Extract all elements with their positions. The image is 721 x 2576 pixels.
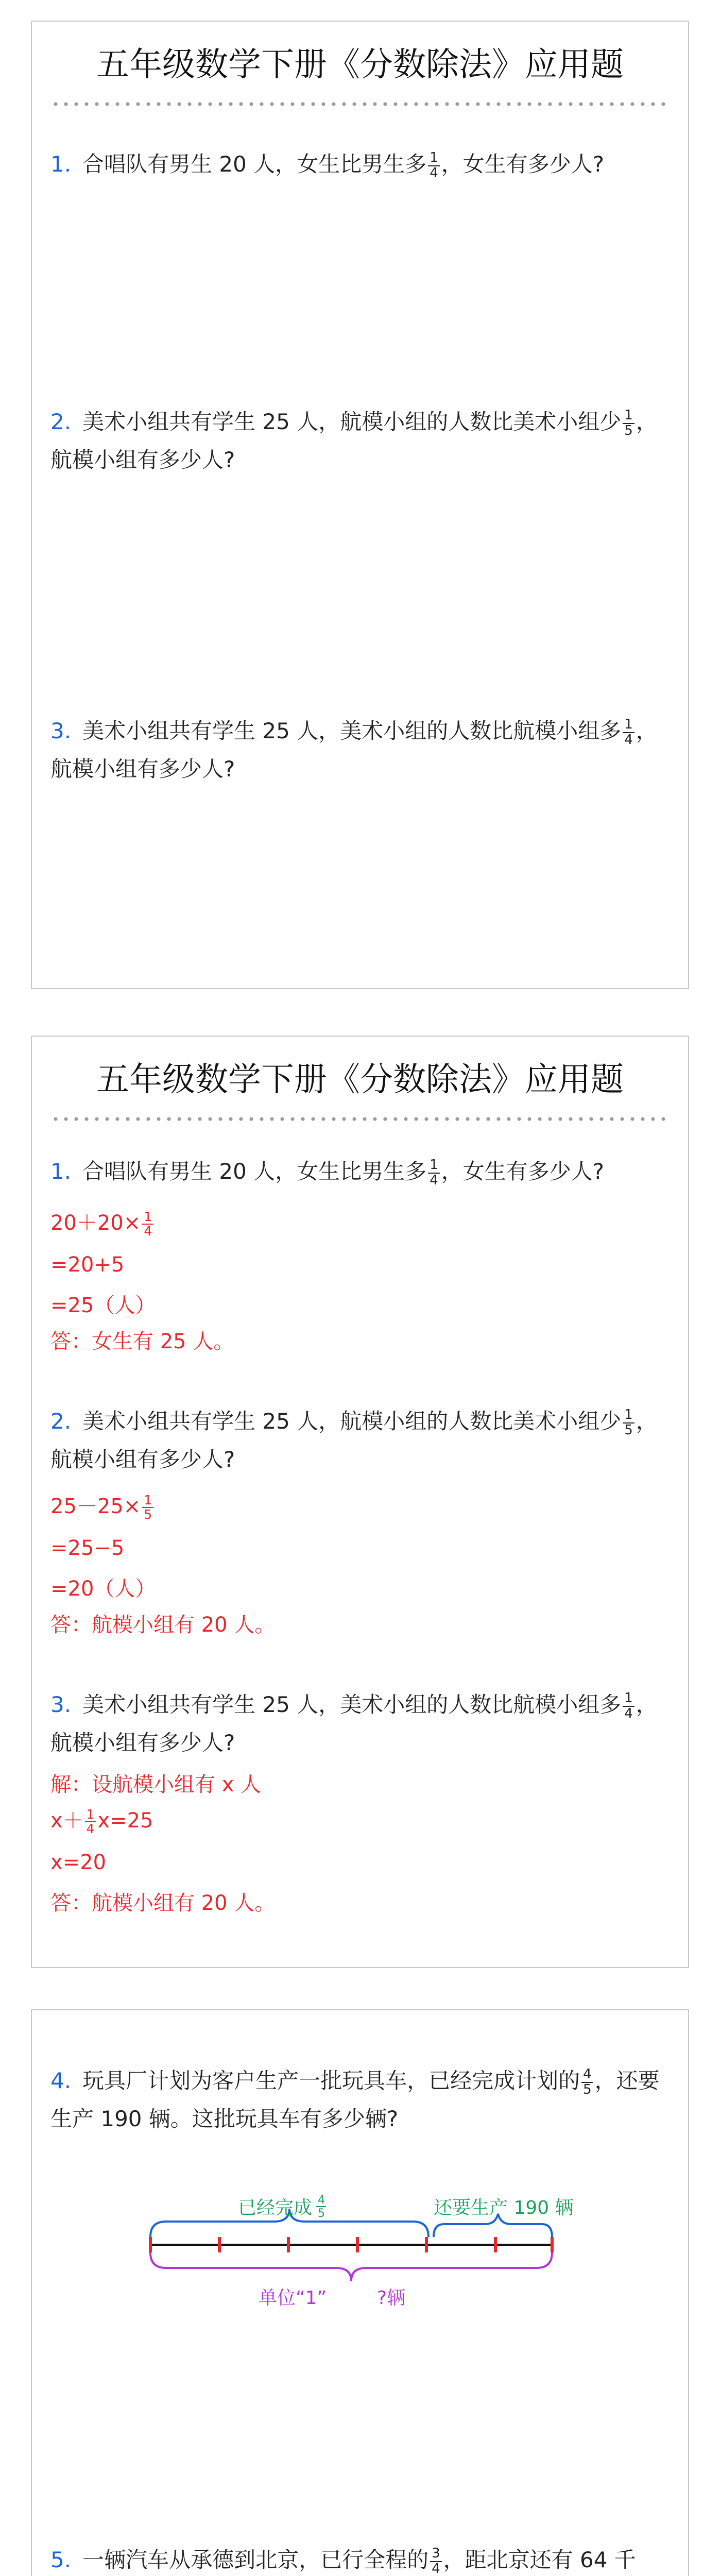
- worksheet-title: 五年级数学下册《分数除法》应用题: [96, 46, 624, 84]
- question-2: 2. 美术小组共有学生 25 人，航模小组的人数比美术小组少 $\frac{1}{5}$ ，航模小组有多少人?: [50, 1407, 658, 1472]
- question-3: 3. 美术小组共有学生 25 人，美术小组的人数比航模小组多 $\frac{1}{4}$ ，航模小组有多少人?: [50, 1690, 658, 1755]
- question-5: 5. 一辆汽车从承德到北京，已行全程的 $\frac{3}{4}$ ，距北京还有 64 千: [50, 2546, 636, 2576]
- question-2: 2. 美术小组共有学生 25 人，航模小组的人数比美术小组少 $\frac{1}{5}$ ，航模小组有多少人?: [50, 408, 658, 472]
- answer-1-step-3: =25（人）: [50, 1294, 156, 1317]
- question-number: 3.: [50, 718, 72, 743]
- fraction: $\frac{1}{4}$: [623, 1691, 634, 1721]
- question-number: 1.: [50, 151, 72, 177]
- label-done-frac-num: 4: [318, 2194, 325, 2207]
- question-number: 2.: [50, 1409, 72, 1434]
- label-done-frac-den: 5: [318, 2207, 325, 2220]
- answer-3-equation: x＋ $\frac{1}{4}$ x=25: [50, 1806, 153, 1836]
- question-4: 4. 玩具厂计划为客户生产一批玩具车，已经完成计划的 $\frac{4}{5}$ ，还要生产 190 辆。这批玩具车有多少辆?: [50, 2066, 660, 2131]
- question-3: 3. 美术小组共有学生 25 人，美术小组的人数比航模小组多 $\frac{1}{4}$ ，航模小组有多少人?: [50, 717, 658, 782]
- answer-2-step-2: =25−5: [50, 1536, 125, 1560]
- answer-3-setup: 解：设航模小组有 x 人: [50, 1773, 262, 1797]
- answer-3-conclusion: 答：航模小组有 20 人。: [50, 1891, 276, 1915]
- dotted-divider: [50, 1114, 670, 1125]
- fraction: $\frac{1}{4}$: [623, 718, 634, 747]
- answer-1-step-1: 20＋20× $\frac{1}{4}$: [50, 1207, 155, 1238]
- question-number: 4.: [50, 2068, 72, 2093]
- line-diagram-q5: [32, 2010, 690, 2576]
- answer-1-conclusion: 答：女生有 25 人。: [50, 1330, 234, 1353]
- fraction: $\frac{1}{4}$: [428, 151, 440, 180]
- worksheet-title: 五年级数学下册《分数除法》应用题: [96, 1061, 624, 1099]
- worksheet-panel-1: [31, 21, 689, 989]
- question-1: 1. 合唱队有男生 20 人，女生比男生多 $\frac{1}{4}$ ，女生有多少人?: [50, 150, 605, 181]
- label-done: 已经完成: [238, 2197, 313, 2218]
- answer-2-step-3: =20（人）: [50, 1577, 156, 1601]
- question-1: 1. 合唱队有男生 20 人，女生比男生多 $\frac{1}{4}$ ，女生有多少人?: [50, 1157, 605, 1188]
- question-number: 3.: [50, 1692, 72, 1717]
- fraction: $\frac{1}{5}$: [623, 1408, 634, 1437]
- answer-2-step-1: 25－25× $\frac{1}{5}$: [50, 1490, 155, 1521]
- question-number: 5.: [50, 2547, 72, 2572]
- question-number: 1.: [50, 1159, 72, 1184]
- answer-3-solution: x=20: [50, 1851, 107, 1874]
- label-question: ?辆: [377, 2287, 406, 2309]
- worksheet-panel-2: [31, 1036, 689, 1968]
- label-unit: 单位“1”: [259, 2287, 327, 2309]
- fraction: $\frac{1}{5}$: [623, 409, 634, 438]
- answer-1-step-2: =20+5: [50, 1253, 125, 1277]
- answer-2-conclusion: 答：航模小组有 20 人。: [50, 1613, 276, 1637]
- fraction: $\frac{4}{5}$: [581, 2067, 593, 2097]
- fraction: $\frac{1}{4}$: [428, 1158, 440, 1188]
- label-need: 还要生产 190 辆: [434, 2197, 574, 2218]
- fraction: $\frac{3}{4}$: [430, 2547, 442, 2576]
- dotted-divider: [50, 99, 670, 110]
- worksheet-panel-3: [31, 2009, 689, 2576]
- question-number: 2.: [50, 409, 72, 434]
